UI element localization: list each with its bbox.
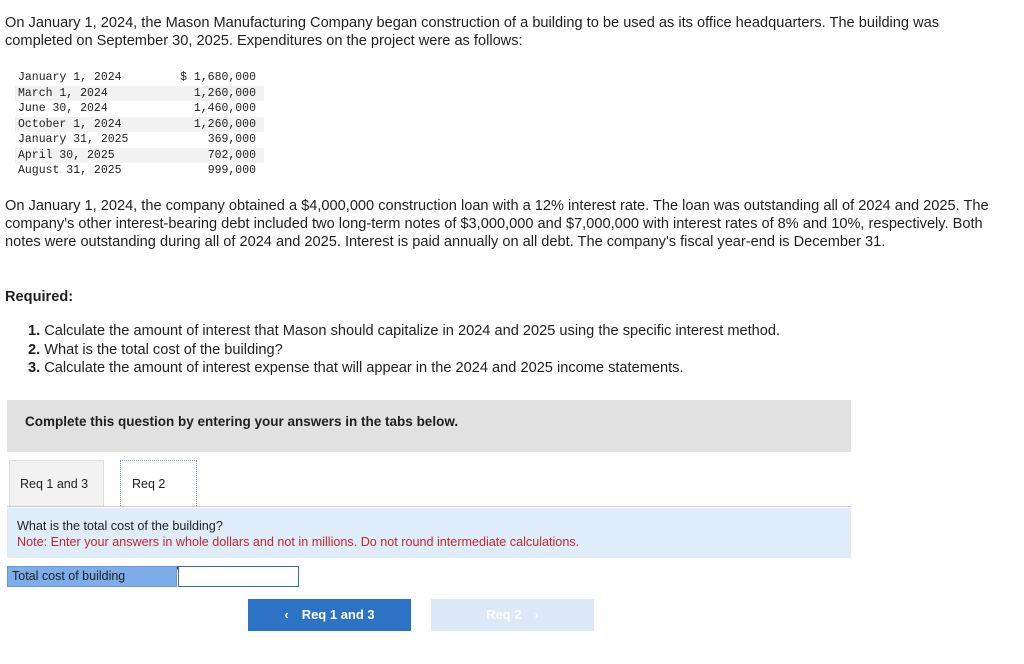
expenditure-date: August 31, 2025 bbox=[15, 163, 173, 179]
table-row bbox=[15, 117, 264, 133]
expenditure-date: March 1, 2024 bbox=[15, 86, 173, 102]
question-panel bbox=[7, 508, 851, 558]
expenditure-date: January 31, 2025 bbox=[15, 132, 173, 148]
total-cost-label: Total cost of building bbox=[7, 566, 177, 587]
table-row bbox=[15, 86, 264, 102]
table-row bbox=[15, 132, 264, 148]
next-button-label: Req 2 bbox=[486, 607, 522, 622]
expenditure-amount: 999,000 bbox=[173, 163, 264, 179]
list-item bbox=[28, 359, 780, 378]
item-text: Calculate the amount of interest expense that will appear in the 2024 and 2025 income statements. bbox=[44, 360, 684, 376]
expenditure-date: April 30, 2025 bbox=[15, 148, 173, 164]
expenditure-amount: 1,260,000 bbox=[173, 86, 264, 102]
expenditure-amount: 1,260,000 bbox=[173, 117, 264, 133]
loan-paragraph: On January 1, 2024, the company obtained a $4,000,000 construction loan with a 12% interest rate. The loan was outstanding all of 2024 and 2025. The company's other interest-bearing debt included two long-term notes of $3,000,000 and $7,000,000 with interest rates of 8% and 10%, respectively. Both notes were outstanding during all of 2024 and 2025. Interest is paid annually on all debt. The company's fiscal year-end is December 31. bbox=[5, 198, 989, 250]
list-item bbox=[28, 341, 780, 360]
item-number: 2. bbox=[28, 341, 41, 358]
chevron-right-icon: › bbox=[534, 607, 539, 622]
required-list bbox=[28, 322, 780, 378]
expenditures-table bbox=[15, 70, 264, 179]
item-text: Calculate the amount of interest that Mason should capitalize in 2024 and 2025 using the specific interest method. bbox=[44, 323, 781, 339]
prev-button-label: Req 1 and 3 bbox=[301, 607, 375, 622]
question-note: Note: Enter your answers in whole dollars and not in millions. Do not round intermediate calculations. bbox=[17, 535, 580, 549]
tab-req-2[interactable]: Req 2 bbox=[120, 460, 197, 506]
expenditure-amount: 1,460,000 bbox=[173, 101, 264, 117]
tab-divider bbox=[7, 506, 851, 507]
next-req-button bbox=[431, 599, 594, 631]
expenditure-amount: 369,000 bbox=[173, 132, 264, 148]
question-text: What is the total cost of the building? bbox=[17, 519, 223, 533]
prev-req-button[interactable] bbox=[248, 599, 411, 631]
expenditure-amount: $ 1,680,000 bbox=[173, 70, 264, 86]
item-text: What is the total cost of the building? bbox=[44, 341, 283, 358]
expenditure-date: October 1, 2024 bbox=[15, 117, 173, 133]
list-item bbox=[28, 322, 780, 341]
table-row bbox=[15, 70, 264, 86]
tab-req-1-and-3[interactable]: Req 1 and 3 bbox=[9, 460, 104, 506]
instruction-text: Complete this question by entering your answers in the tabs below. bbox=[25, 414, 459, 429]
expenditure-date: January 1, 2024 bbox=[15, 70, 173, 86]
table-row bbox=[15, 101, 264, 117]
total-cost-input[interactable] bbox=[178, 566, 299, 587]
item-number: 1. bbox=[28, 323, 41, 339]
table-row bbox=[15, 148, 264, 164]
expenditure-date: June 30, 2024 bbox=[15, 101, 173, 117]
required-heading: Required: bbox=[5, 289, 74, 305]
instruction-banner bbox=[7, 400, 851, 452]
intro-paragraph: On January 1, 2024, the Mason Manufacturing Company began construction of a building to be used as its office headquarters. The building was completed on September 30, 2025. Expenditures on the project were as follows: bbox=[5, 15, 940, 49]
chevron-left-icon: ‹ bbox=[284, 607, 289, 622]
item-number: 3. bbox=[28, 360, 41, 376]
table-row bbox=[15, 163, 264, 179]
expenditure-amount: 702,000 bbox=[173, 148, 264, 164]
